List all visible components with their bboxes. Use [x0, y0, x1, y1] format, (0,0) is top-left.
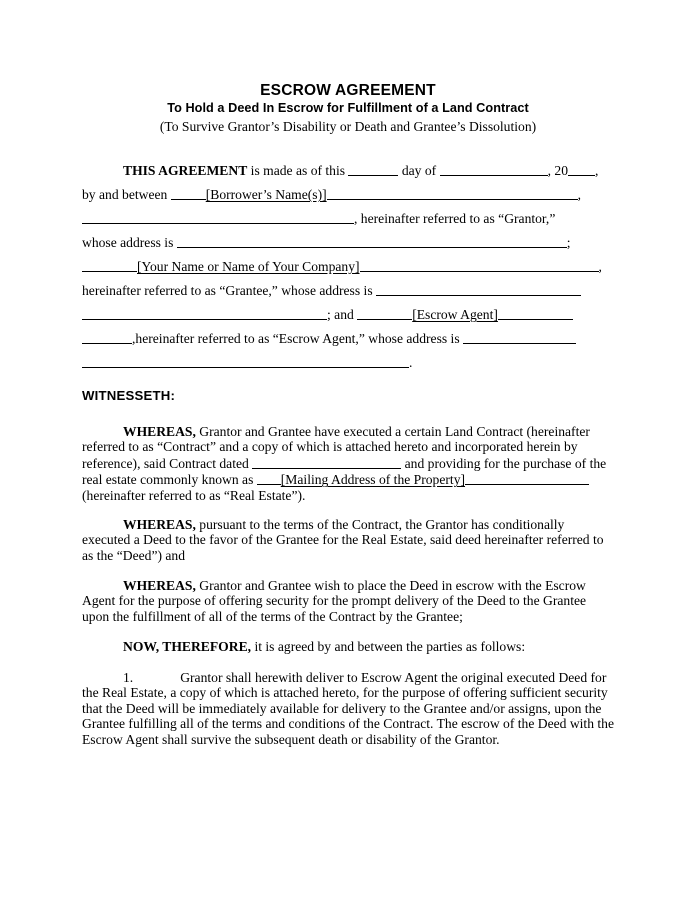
- preamble-text-1d: ,: [595, 163, 599, 178]
- now-therefore-paragraph: [82, 639, 616, 654]
- blank-grantee-tail[interactable]: [360, 258, 599, 272]
- preamble-text-1c: , 20: [547, 163, 568, 178]
- whereas-text-3: Grantor and Grantee wish to place the Deed in escrow with the Escrow Agent for the purpose of offering security for the prompt delivery of the Deed to the Grantee upon the fulfillment of all of the terms of the Contract by the Grantee;: [82, 578, 587, 624]
- whereas-lead-2: WHEREAS,: [123, 517, 196, 532]
- blank-escrow-agent-address[interactable]: [463, 330, 576, 344]
- preamble-line-2: [82, 184, 616, 208]
- borrower-name-placeholder[interactable]: [Borrower’s Name(s)]: [205, 187, 327, 202]
- blank-grantee-address-continued[interactable]: [82, 306, 327, 320]
- preamble-text-1b: day of: [398, 163, 440, 178]
- preamble-line-4: [82, 232, 616, 256]
- preamble-line-9: [82, 352, 616, 376]
- property-address-placeholder[interactable]: [Mailing Address of the Property]: [280, 472, 466, 488]
- blank-escrow-agent-lead[interactable]: [357, 306, 412, 320]
- blank-borrower-lead[interactable]: [171, 186, 206, 200]
- blank-grantor-continued[interactable]: [82, 210, 354, 224]
- document-title-block: [82, 82, 614, 135]
- now-therefore-text: it is agreed by and between the parties as follows:: [251, 639, 526, 654]
- blank-escrow-agent-continued[interactable]: [82, 330, 132, 344]
- whereas-text-1c: (hereinafter referred to as “Real Estate”).: [82, 487, 306, 503]
- document-subtitle-secondary: (To Survive Grantor’s Disability or Death and Grantee’s Dissolution): [159, 119, 537, 134]
- preamble-block: [82, 160, 616, 376]
- blank-month-field[interactable]: [440, 162, 548, 176]
- preamble-line-7: [82, 304, 616, 328]
- preamble-text-8a: ,hereinafter referred to as “Escrow Agent,” whose address is: [132, 331, 464, 346]
- witnesseth-heading: WITNESSETH:: [82, 388, 176, 403]
- preamble-text-5end: ,: [598, 259, 602, 274]
- preamble-line-3: [82, 208, 616, 232]
- whereas-text-2: pursuant to the terms of the Contract, the Grantor has conditionally executed a Deed to the favor of the Grantee for the Real Estate, said deed hereinafter referred to as the “Deed”) and: [82, 517, 604, 563]
- blank-year-field[interactable]: [568, 162, 595, 176]
- whereas-lead-1: WHEREAS,: [123, 424, 196, 439]
- now-therefore-lead: NOW, THEREFORE,: [123, 639, 252, 654]
- whereas-paragraph-1: [82, 424, 616, 503]
- whereas-text-1b: and providing for the purchase of the real estate commonly known as: [82, 455, 607, 488]
- blank-grantee-lead[interactable]: [82, 258, 137, 272]
- blank-property-address-tail[interactable]: [465, 471, 589, 485]
- preamble-text-6a: hereinafter referred to as “Grantee,” whose address is: [82, 283, 377, 298]
- blank-property-address-lead[interactable]: [257, 471, 281, 485]
- blank-contract-date[interactable]: [252, 455, 401, 469]
- blank-grantor-address[interactable]: [177, 234, 567, 248]
- blank-escrow-agent-address-continued[interactable]: [82, 354, 409, 368]
- item-number: 1.: [123, 670, 134, 685]
- document-subtitle: To Hold a Deed In Escrow for Fulfillment of a Land Contract: [167, 101, 529, 115]
- preamble-text-2end: ,: [577, 187, 582, 202]
- your-name-placeholder[interactable]: [Your Name or Name of Your Company]: [137, 259, 360, 274]
- preamble-line-8: [82, 328, 616, 352]
- preamble-text-2a: by and between: [82, 187, 171, 202]
- blank-day-field[interactable]: [348, 162, 398, 176]
- whereas-text-1a: Grantor and Grantee have executed a certain Land Contract (hereinafter referred to as “Contract” and a copy of which is attached hereto and incorporated herein by reference), said Contract dated: [82, 424, 590, 471]
- item-text-1: Grantor shall herewith deliver to Escrow Agent the original executed Deed for the Real Estate, a copy of which is attached hereto, for the purpose of offering sufficient security that the Deed will be immediately available for delivery to the Grantee and/or assigns, upon the Grantee fulfilling all of the terms and conditions of the Contract. The escrow of the Deed with the Escrow Agent shall survive the subsequent death or disability of the Grantor.: [82, 670, 615, 747]
- blank-grantee-address[interactable]: [376, 282, 581, 296]
- preamble-text-4a: whose address is: [82, 235, 177, 250]
- whereas-lead-3: WHEREAS,: [123, 578, 196, 593]
- preamble-text-7a: ; and: [327, 307, 358, 322]
- preamble-text-4end: ;: [566, 235, 571, 250]
- page-title: ESCROW AGREEMENT: [260, 82, 436, 99]
- escrow-agent-placeholder[interactable]: [Escrow Agent]: [412, 307, 498, 322]
- preamble-line-6: [82, 280, 616, 304]
- preamble-text-3: , hereinafter referred to as “Grantor,”: [354, 211, 556, 226]
- preamble-text-1a: is made as of this: [247, 163, 349, 178]
- this-agreement-lead: THIS AGREEMENT: [123, 163, 248, 178]
- preamble-line-5: [82, 256, 616, 280]
- whereas-paragraph-3: [82, 578, 616, 624]
- whereas-paragraph-2: [82, 517, 616, 563]
- blank-borrower-tail[interactable]: [327, 186, 578, 200]
- preamble-text-9end: .: [409, 355, 413, 370]
- blank-escrow-agent-tail[interactable]: [498, 306, 573, 320]
- numbered-item-1: [82, 670, 616, 747]
- preamble-line-1: [82, 160, 616, 184]
